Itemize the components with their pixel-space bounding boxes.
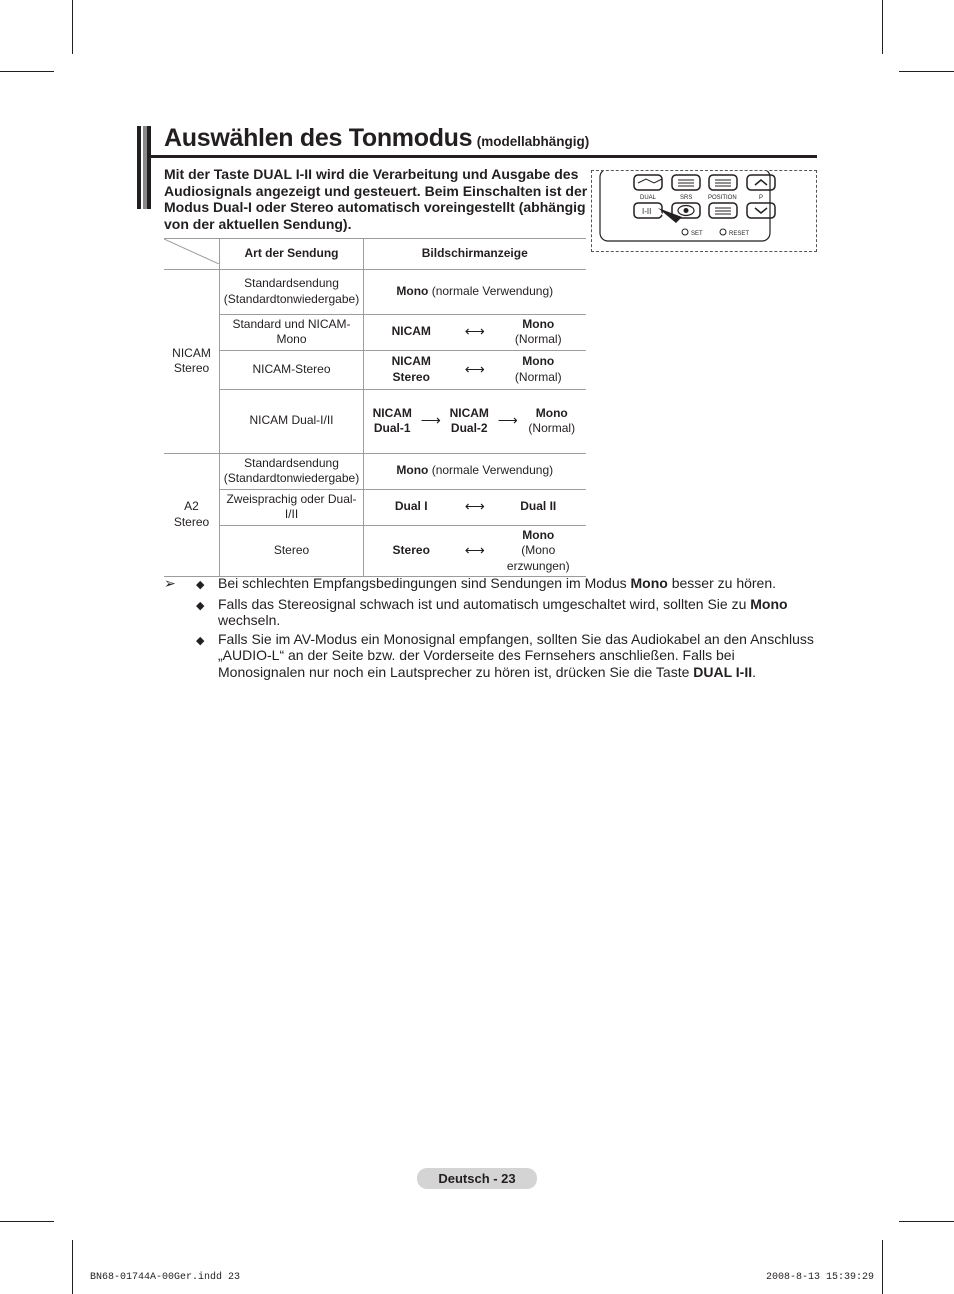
note-text: Falls das Stereosignal schwach ist und automatisch umgeschaltet wird, sollten Sie zu	[218, 595, 751, 612]
display-cell	[364, 389, 586, 453]
note-item	[164, 575, 814, 594]
display-mode: Mono	[522, 354, 555, 368]
display-mode: NICAM	[391, 324, 431, 339]
toggle-arrow-icon: ⟷	[464, 542, 485, 558]
page-number-badge: Deutsch - 23	[417, 1168, 537, 1189]
note-emphasis: Mono	[750, 595, 788, 612]
remote-label-position: POSITION	[708, 195, 737, 201]
remote-label-srs: SRS	[680, 195, 693, 201]
table-row	[164, 269, 586, 314]
broadcast-cell: Standardsendung (Standardtonwiedergabe)	[220, 269, 364, 314]
toggle-arrow-icon: ⟷	[464, 323, 485, 340]
note-text: .	[752, 663, 757, 680]
title-rule	[150, 155, 817, 158]
note-item	[164, 631, 814, 681]
note-text: wechseln.	[218, 612, 281, 628]
broadcast-cell: NICAM Dual-I/II	[220, 389, 364, 453]
page-header	[164, 124, 589, 153]
display-cell	[364, 269, 586, 314]
display-note: (normale Verwendung)	[428, 463, 554, 478]
display-note: (Normal)	[514, 369, 562, 384]
group-label: NICAM Stereo	[164, 269, 220, 453]
crop-mark	[882, 1240, 883, 1294]
display-cell	[364, 350, 586, 389]
display-cell	[364, 525, 586, 577]
broadcast-cell: NICAM-Stereo	[220, 350, 364, 389]
diamond-bullet-icon: ◆	[196, 579, 205, 591]
display-mode: NICAM Dual-2	[449, 405, 489, 435]
crop-mark	[0, 1221, 54, 1222]
display-cell	[364, 489, 586, 525]
sound-mode-table	[164, 238, 586, 577]
section-bar	[147, 126, 151, 209]
display-mode: Stereo	[392, 543, 430, 557]
display-note: (normale Verwendung)	[428, 283, 554, 298]
display-mode: NICAM Dual-1	[372, 405, 412, 435]
table-row	[164, 453, 586, 489]
table-row	[164, 525, 586, 577]
crop-mark	[72, 0, 73, 54]
display-mode: Mono	[522, 527, 555, 542]
note-text: Bei schlechten Empfangsbedingungen sind Sendungen im Modus	[218, 575, 631, 591]
remote-control-illustration	[591, 170, 817, 252]
display-note: (Normal)	[528, 421, 576, 435]
display-mode: Mono	[522, 316, 555, 331]
crop-mark	[0, 71, 54, 72]
display-note: (Mono erzwungen)	[506, 543, 570, 573]
display-mode: NICAM Stereo	[391, 354, 431, 384]
display-mode: Mono	[535, 405, 568, 420]
broadcast-cell: Stereo	[220, 525, 364, 577]
footer-file-info: BN68-01744A-00Ger.indd 23	[90, 1272, 241, 1283]
intro-paragraph: Mit der Taste DUAL I-II wird die Verarbeitung und Ausgabe des Audiosignals angezeigt und gesteuert. Beim Einschalten ist der Modus Dual-I oder Stereo automatisch voreingestellt (abhängig von der aktuellen Sendung).	[164, 166, 588, 232]
table-row	[164, 489, 586, 525]
display-mode: Mono	[396, 283, 429, 298]
table-row	[164, 389, 586, 453]
footer-timestamp: 2008-8-13 15:39:29	[766, 1272, 875, 1283]
diamond-bullet-icon: ◆	[196, 634, 205, 647]
notes-section	[164, 575, 814, 682]
display-note: (Normal)	[514, 332, 562, 346]
remote-label-reset: RESET	[729, 231, 750, 237]
display-cell	[364, 314, 586, 350]
remote-icon	[592, 171, 816, 251]
note-item	[164, 596, 814, 629]
broadcast-cell: Zweisprachig oder Dual-I/II	[220, 489, 364, 525]
next-arrow-icon: ⟶	[497, 412, 518, 429]
remote-label-dual-button: I-II	[642, 207, 652, 216]
crop-mark	[72, 1240, 73, 1294]
note-emphasis: DUAL I-II	[693, 663, 753, 680]
table-corner	[164, 239, 220, 270]
note-text: besser zu hören.	[667, 575, 777, 591]
diamond-bullet-icon: ◆	[196, 599, 205, 612]
section-bar	[137, 126, 141, 209]
note-text: Falls Sie im AV-Modus ein Monosignal empfangen, sollten Sie das Audiokabel an den Anschluss „AUDIO-L“ an der Seite bzw. der Vorderseite des Fernsehers anschließen. Falls bei Monosignalen nur noch ein Lautsprecher zu hören ist, drücken Sie die Taste	[218, 630, 814, 680]
toggle-arrow-icon: ⟷	[464, 360, 485, 377]
remote-label-set: SET	[691, 231, 703, 237]
broadcast-cell: Standard und NICAM-Mono	[220, 314, 364, 350]
note-arrow-icon: ➢	[164, 575, 176, 591]
table-row	[164, 314, 586, 350]
crop-mark	[882, 0, 883, 54]
broadcast-cell: Standardsendung (Standardtonwiedergabe)	[220, 453, 364, 489]
toggle-arrow-icon: ⟷	[464, 498, 485, 515]
note-emphasis: Mono	[630, 575, 668, 591]
diagonal-divider	[164, 239, 219, 264]
header-display: Bildschirmanzeige	[364, 239, 586, 270]
crop-mark	[899, 1221, 954, 1222]
remote-label-p: P	[759, 195, 764, 201]
next-arrow-icon: ⟶	[420, 412, 441, 429]
crop-mark	[899, 71, 954, 72]
group-label: A2 Stereo	[164, 453, 220, 577]
page-subtitle: (modellabhängig)	[476, 134, 590, 149]
page-title: Auswählen des Tonmodus	[164, 124, 473, 152]
header-broadcast: Art der Sendung	[220, 239, 364, 270]
display-mode: Mono	[396, 463, 429, 478]
display-mode: Dual II	[520, 499, 557, 514]
display-cell	[364, 453, 586, 489]
table-row	[164, 350, 586, 389]
display-mode: Dual I	[394, 499, 428, 514]
remote-label-dual: DUAL	[640, 195, 657, 201]
